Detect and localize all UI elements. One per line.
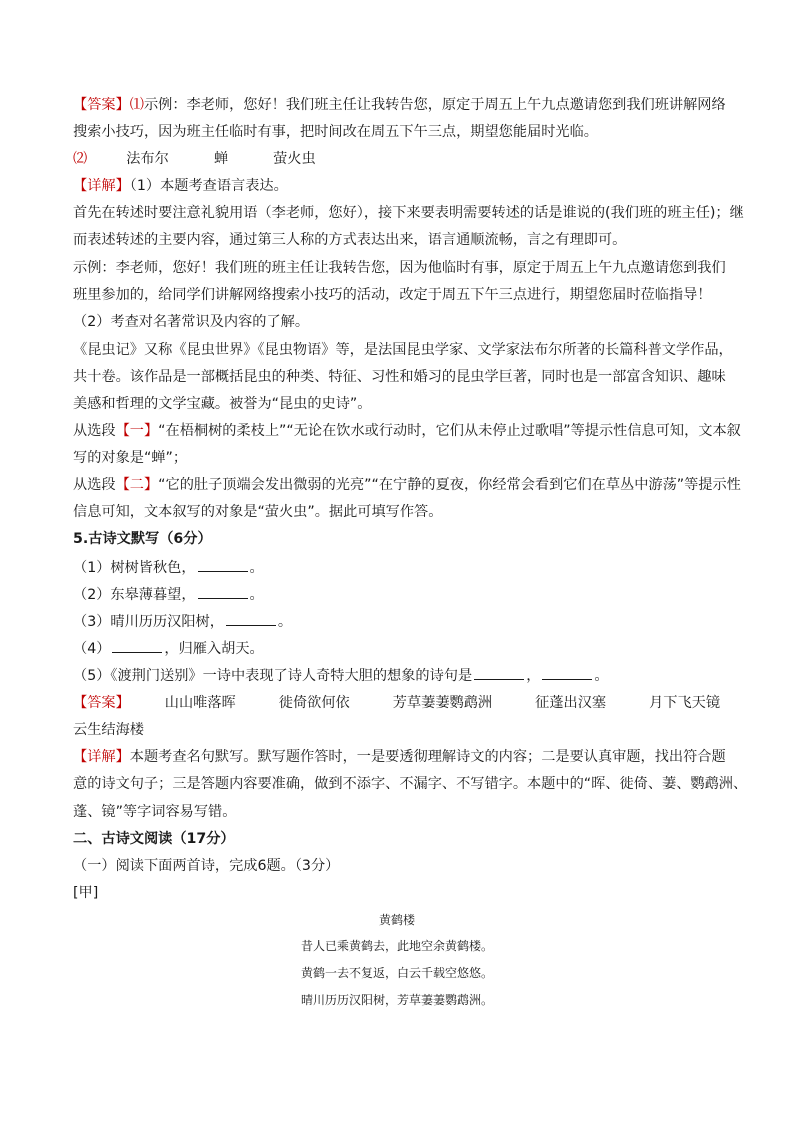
fill-answer-a: 法布尔: [126, 151, 169, 167]
poem-label-jia: [甲]: [73, 885, 99, 901]
item-1-end: 。: [249, 560, 264, 576]
item-2-end: 。: [249, 587, 264, 603]
item-2-text: （2）东皋薄暮望，: [73, 587, 196, 603]
detail-5-line-3: 蓬、镜”等字词容易写错。: [73, 804, 237, 820]
answer-blank[interactable]: [474, 665, 524, 680]
detail-5-line-2: 意的诗文句子；三是答题内容要准确，做到不添字、不漏字、不写错字。本题中的“晖、徙倚、萋、鹦鹉洲、: [73, 776, 748, 792]
poem-line-1: 昔人已乘黄鹤去，此地空余黄鹤楼。: [300, 939, 493, 953]
excerpt-tag-one: 【一】: [115, 423, 159, 439]
detail-p9-body: “在梧桐树的柔枝上”“无论在饮水或行动时，它们从未停止过歌唱”等提示性信息可知，文本叙: [158, 423, 741, 439]
excerpt-tag-two: 【二】: [115, 477, 159, 493]
answer-blank[interactable]: [112, 638, 162, 653]
answer-blank[interactable]: [542, 665, 592, 680]
answer-blank[interactable]: [226, 611, 276, 626]
item-1-text: （1）树树皆秋色，: [73, 560, 196, 576]
detail-line-p11: [73, 475, 741, 495]
detail-p9-lead: 从选段: [73, 423, 116, 439]
answer-mark-2: ⑵: [73, 151, 88, 167]
poem-line-2: 黄鹤一去不复返，白云千载空悠悠。: [300, 966, 493, 980]
answer-line-1: [73, 95, 726, 115]
detail-tag: 【详解】: [73, 178, 130, 194]
detail-line-p7: 共十卷。该作品是一部概括昆虫的种类、特征、习性和婚习的昆虫学巨著，同时也是一部富含知识、趣味: [73, 369, 726, 385]
item-5-mid: ，: [526, 668, 541, 684]
answer-item: 徙倚欲何依: [278, 695, 350, 711]
question-5-title: 5.古诗文默写（6分）: [73, 531, 212, 547]
question-5-item-5: [73, 665, 609, 686]
answer-blank[interactable]: [198, 557, 248, 572]
item-3-end: 。: [277, 614, 293, 630]
answer-item: 芳草萋萋鹦鹉洲: [392, 695, 493, 711]
poem-title: 黄鹤楼: [378, 913, 415, 927]
question-5-item-3: [73, 611, 292, 632]
section-2-subtitle: （一）阅读下面两首诗，完成6题。（3分）: [73, 858, 340, 874]
poem-line-3: 晴川历历汉阳树，芳草萋萋鹦鹉洲。: [300, 993, 493, 1007]
detail-line-p9: [73, 421, 741, 441]
answer-mark-1: ⑴: [129, 97, 144, 113]
answer-5-line-2: 云生结海楼: [73, 722, 144, 738]
answer-text: 示例：李老师，您好！我们班主任让我转告您，原定于周五上午九点邀请您到我们班讲解网络: [143, 97, 726, 113]
answer-tag: 【答案】: [73, 97, 130, 113]
detail-line-p1: 首先在转述时要注意礼貌用语（李老师，您好），接下来要表明需要转述的话是谁说的(我们班的班主任)；继: [73, 205, 744, 221]
detail-p11-body: “它的肚子顶端会发出微弱的光亮”“在宁静的夏夜，你经常会看到它们在草丛中游荡”等提示性: [158, 477, 741, 493]
detail-5-line-1: [73, 747, 726, 767]
item-4-prefix: （4）: [73, 641, 111, 657]
answer-item: 山山唯落晖: [164, 695, 236, 711]
answer-item: 征蓬出汉塞: [535, 695, 607, 711]
detail-p11-lead: 从选段: [73, 477, 116, 493]
detail-line-p5: （2）考查对名著常识及内容的了解。: [73, 314, 310, 330]
question-5-item-2: [73, 584, 264, 605]
section-2-title: 二、古诗文阅读（17分）: [73, 831, 235, 847]
fill-answer-c: 萤火虫: [273, 151, 316, 167]
answer-5-line-1: [73, 693, 720, 713]
item-4-text: ，归雁入胡天。: [164, 641, 264, 657]
detail-line-p2: 而表述转述的主要内容，通过第三人称的方式表达出来，语言通顺流畅，言之有理即可。: [73, 232, 627, 248]
item-3-text: （3）晴川历历汉阳树，: [73, 614, 224, 630]
detail-line-p3: 示例：李老师，您好！我们班的班主任让我转告您，因为他临时有事，原定于周五上午九点邀请您到我们: [73, 260, 726, 276]
answer-item: 月下飞天镜: [649, 695, 721, 711]
question-5-item-1: [73, 557, 264, 578]
detail-line-p4: 班里参加的，给同学们讲解网络搜索小技巧的活动，改定于周五下午三点进行，期望您届时莅临指导！: [73, 287, 712, 303]
detail-line-p8: 美感和哲理的文学宝藏。被誉为“昆虫的史诗”。: [73, 396, 372, 412]
item-5-end: 。: [594, 668, 609, 684]
fill-answer-b: 蝉: [213, 151, 229, 167]
detail-line-p10: 写的对象是“蝉”；: [73, 450, 188, 466]
detail-5-text: 本题考查名句默写。默写题作答时，一是要透彻理解诗文的内容；二是要认真审题，找出符合题: [129, 749, 726, 765]
answer-tag: 【答案】: [73, 695, 130, 711]
detail-line-p6: 《昆虫记》又称《昆虫世界》《昆虫物语》等，是法国昆虫学家、文学家法布尔所著的长篇科普文学作品，: [73, 342, 733, 358]
question-5-item-4: [73, 638, 264, 659]
detail-line-p12: 信息可知，文本叙写的对象是“萤火虫”。据此可填写作答。: [73, 504, 443, 520]
answer-line-3: [73, 149, 316, 169]
answer-line-2: 搜索小技巧，因为班主任临时有事，把时间改在周五下午三点，期望您能届时光临。: [73, 124, 598, 140]
detail-head: （1）本题考查语言表达。: [129, 178, 288, 194]
answer-blank[interactable]: [198, 584, 248, 599]
detail-tag: 【详解】: [73, 749, 130, 765]
item-5-text: （5）《渡荆门送别》一诗中表现了诗人奇特大胆的想象的诗句是: [73, 668, 473, 684]
detail-line-head: [73, 176, 288, 196]
